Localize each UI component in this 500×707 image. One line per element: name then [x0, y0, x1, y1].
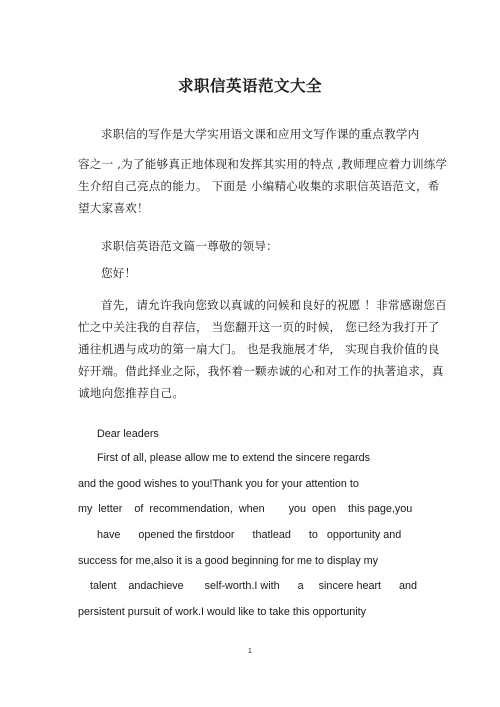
body-line: 忙之中关注我的自荐信， 当您翻开这一页的时候， 您已经为我打开了 [78, 320, 440, 334]
intro-line: 容之一 ,为了能够真正地体现和发挥其实用的特点 ,教师理应着力训练学 [78, 157, 448, 171]
intro-line: 求职信的写作是大学实用语文课和应用文写作课的重点教学内 [101, 127, 420, 141]
english-line: and the good wishes to you!Thank you for your attention to [78, 478, 359, 490]
intro-line: 望大家喜欢！ [78, 201, 149, 215]
english-line: success for me,also it is a good beginning for me to display my [78, 555, 379, 567]
english-line: talent andachieve self-worth.I with a sincere heart and [90, 580, 418, 592]
english-line: Dear leaders [97, 428, 159, 440]
body-line: 好开端。借此择业之际，我怀着一颗赤诚的心和对工作的执著追求，真 [78, 364, 444, 378]
sample-heading: 求职信英语范文篇一尊敬的领导： [101, 239, 278, 253]
body-line: 通往机遇与成功的第一扇大门。 也是我施展才华， 实现自我价值的良 [78, 342, 440, 356]
greeting: 您好！ [101, 266, 137, 280]
english-line: First of all, please allow me to extend the sincere regards [97, 452, 371, 464]
intro-paragraph [78, 123, 448, 219]
intro-line: 生介绍自己亮点的能力。 下面是 小编精心收集的求职信英语范文，希 [78, 179, 440, 193]
english-line: have opened the firstdoor thatlead to opportunity and [97, 529, 402, 541]
body-line: 诚地向您推荐自己。 [78, 386, 185, 400]
english-line: my letter of recommendation, when you open this page,you [78, 503, 413, 515]
document-title: 求职信英语范文大全 [177, 76, 322, 95]
body-line: 首先，请允许我向您致以真诚的问候和良好的祝愿 ！非常感谢您百 [101, 298, 447, 312]
body-paragraph-cn [78, 294, 447, 404]
page-number: 1 [248, 648, 252, 655]
english-line: persistent pursuit of work.I would like to take this opportunity [78, 606, 367, 618]
